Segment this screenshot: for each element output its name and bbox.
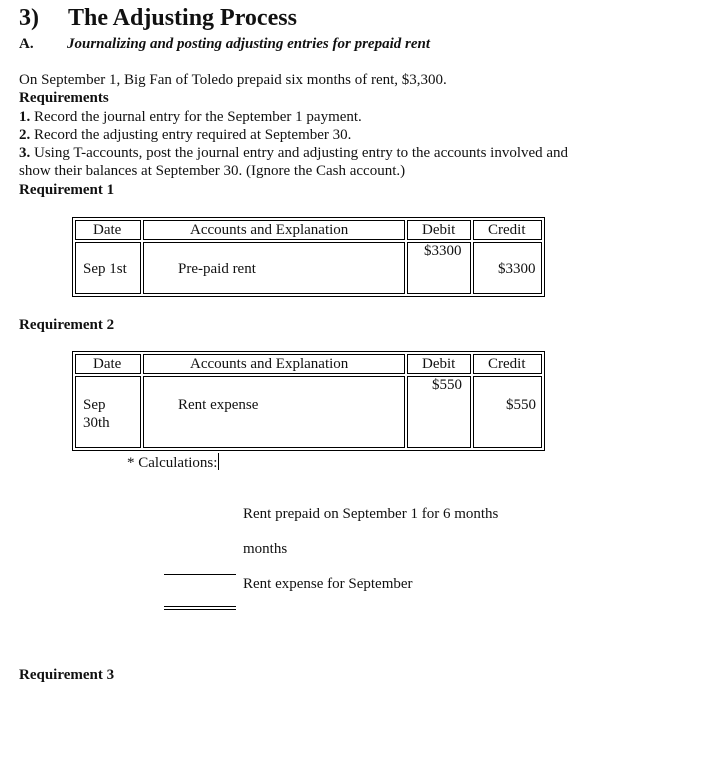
- entry-credit-cell[interactable]: [473, 242, 542, 294]
- column-header-debit: Debit: [407, 354, 471, 374]
- calculations-label[interactable]: * Calculations:: [127, 455, 218, 471]
- calc-double-underline-bottom: [164, 609, 236, 610]
- entry-date-line2: 30th: [83, 415, 110, 431]
- calc-double-underline-top: [164, 606, 236, 607]
- entry-date-cell[interactable]: [75, 242, 141, 294]
- entry-debit: $3300: [424, 243, 462, 259]
- calc-line-rent-expense: Rent expense for September: [243, 576, 413, 592]
- requirement-2-description: Record the adjusting entry required at September 30.: [30, 127, 352, 143]
- calc-single-underline: [164, 574, 236, 575]
- problem-intro: On September 1, Big Fan of Toledo prepaid six months of rent, $3,300.: [19, 72, 447, 88]
- entry-account: Rent expense: [178, 397, 259, 413]
- column-header-date: Date: [75, 220, 141, 240]
- entry-credit: $550: [506, 397, 536, 413]
- requirement-3-text: [19, 145, 568, 162]
- entry-debit-cell[interactable]: [407, 242, 471, 294]
- column-header-credit: Credit: [473, 354, 542, 374]
- column-header-date: Date: [75, 354, 141, 374]
- requirement-3-text-cont: show their balances at September 30. (Ignore the Cash account.): [19, 163, 406, 179]
- text-cursor: [218, 453, 219, 470]
- entry-debit-cell[interactable]: [407, 376, 471, 448]
- entry-debit: $550: [432, 377, 462, 393]
- requirement-2-heading: Requirement 2: [19, 317, 115, 333]
- column-header-credit: Credit: [473, 220, 542, 240]
- requirement-2-number: 2.: [19, 127, 31, 143]
- calc-line-months: months: [243, 541, 288, 557]
- subsection-letter: A.: [19, 36, 34, 52]
- requirement-1-description: Record the journal entry for the September 1 payment.: [30, 109, 362, 125]
- requirement-2-text: [19, 127, 351, 144]
- entry-date: Sep 1st: [83, 261, 127, 277]
- journal-table-1: [72, 217, 545, 297]
- column-header-debit: Debit: [407, 220, 471, 240]
- requirement-3-number: 3.: [19, 145, 31, 161]
- requirement-1-number: 1.: [19, 109, 31, 125]
- column-header-accounts: Accounts and Explanation: [143, 220, 405, 240]
- entry-credit-cell[interactable]: [473, 376, 542, 448]
- requirement-3-heading: Requirement 3: [19, 667, 115, 683]
- entry-credit: $3300: [498, 261, 536, 277]
- entry-account-cell[interactable]: [143, 376, 405, 448]
- journal-table-2: [72, 351, 545, 451]
- section-number: 3): [19, 5, 39, 31]
- requirement-1-heading: Requirement 1: [19, 182, 115, 198]
- requirement-3-description: Using T-accounts, post the journal entry and adjusting entry to the accounts involved and: [30, 145, 569, 161]
- entry-date-line1: Sep: [83, 397, 106, 413]
- entry-account: Pre-paid rent: [178, 261, 256, 277]
- requirement-1-text: [19, 109, 362, 126]
- subsection-title: Journalizing and posting adjusting entries for prepaid rent: [67, 36, 431, 52]
- column-header-accounts: Accounts and Explanation: [143, 354, 405, 374]
- requirements-heading: Requirements: [19, 90, 109, 106]
- entry-date-cell[interactable]: [75, 376, 141, 448]
- calc-line-prepaid: Rent prepaid on September 1 for 6 months: [243, 506, 499, 522]
- entry-account-cell[interactable]: [143, 242, 405, 294]
- page-title: The Adjusting Process: [68, 5, 297, 31]
